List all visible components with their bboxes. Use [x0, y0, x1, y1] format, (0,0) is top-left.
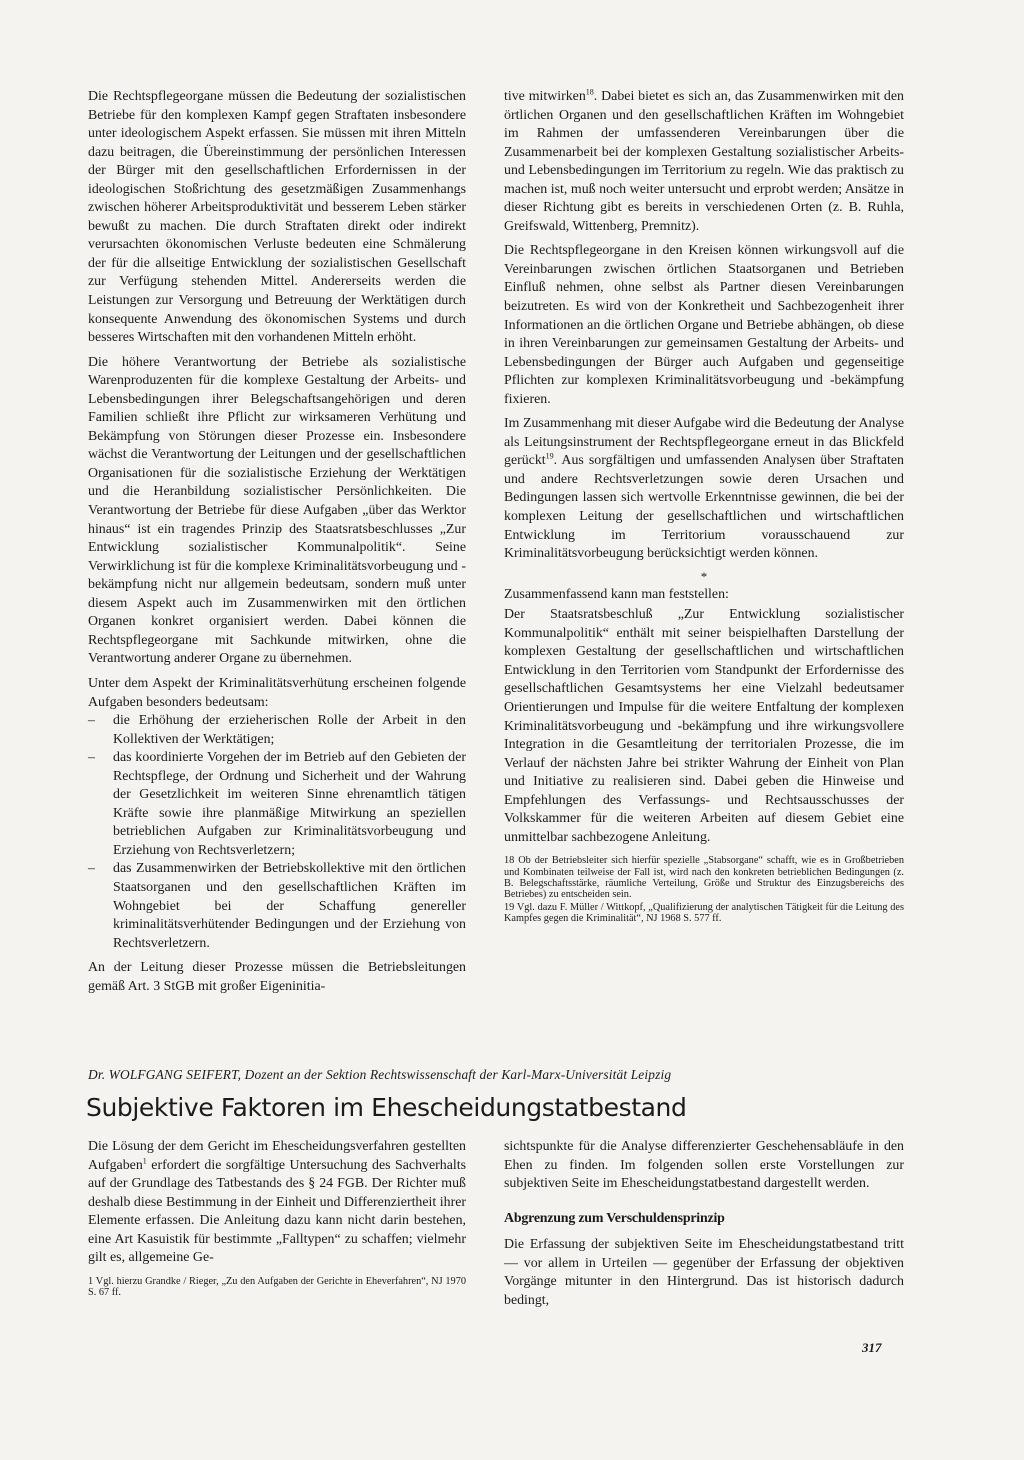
left-column — [88, 88, 466, 1002]
paragraph: Zusammenfassend kann man feststellen: — [504, 586, 729, 602]
paragraph — [504, 88, 904, 236]
paragraph: Die Rechtspflegeorgane müssen die Bedeutung der sozialistischen Betriebe für den komplexen Kampf gegen Straftaten insbesondere unter ideologischem Aspekt erfassen. Sie müssen mit ihren Mitteln dazu beitragen, die Übereinstimmung der persönlichen Interessen der Bürger mit den gesellschaftlichen Erfordernissen in der ideologischen Stoßrichtung des gesetzmäßigen Zusammenhangs zwischen höherer Arbeitsproduktivität und besserem Leben stärker bewußt zu machen. Die durch Straftaten direkt oder indirekt verursachten ökonomischen Verluste bedeuten eine Schmälerung der für die allseitige Entwicklung der sozialistischen Gesellschaft zur Verfügung stehenden Mittel. Andererseits werden die Leistungen zur Versorgung und Betreuung der Werktätigen durch konsequente Anwendung des ökonomischen Systems und durch besseres Wirtschaften mit den vorhandenen Mitteln erhöht. — [88, 89, 466, 346]
paragraph: Die Erfassung der subjektiven Seite im Ehescheidungstatbestand tritt — vor allem in Urteilen — gegenüber der Erfassung der objektiven Vorgänge mitunter in den Hintergrund. Das ist historisch dadurch bedingt, — [504, 1237, 904, 1308]
list-item: – die Erhöhung der erzieherischen Rolle der Arbeit in den Kollektiven der Werktätigen; — [113, 712, 466, 749]
article-right-column — [504, 1138, 904, 1316]
list-item: – das koordinierte Vorgehen der im Betrieb auf den Gebieten der Rechtspflege, der Ordnung und Sicherheit und der Wahrung der Gesetzlichkeit im weiteren Sinne ehrenamtlich tätigen Kräfte sowie ihre planmäßige Mitwirkung an speziellen betrieblichen Aufgaben zur Kriminalitätsvorbeugung und Erziehung von Rechtsverletzern; — [113, 749, 466, 860]
section-separator: * — [700, 568, 708, 584]
paragraph: Die höhere Verantwortung der Betriebe als sozialistische Warenproduzenten für die komplexe Gestaltung der Arbeits- und Lebensbedingungen ihrer Belegschaftsangehörigen und deren Familien schließt ihre Pflicht zur wirksameren Verhütung und Bekämpfung von Störungen dieser Prozesse ein. Insbesondere wächst die Verantwortung der Leitungen und der gesellschaftlichen Organisationen für die sozialistische Erziehung der Werktätigen und die Heranbildung sozialistischer Persönlichkeiten. Die Verantwortung der Betriebe für diese Aufgaben „über das Werktor hinaus“ ist ein tragendes Prinzip des Staatsratsbeschlusses „Zur Entwicklung sozialistischer Kommunalpolitik“. Seine Verwirklichung ist für die komplexe Kriminalitätsvorbeugung und -bekämpfung nicht nur allgemein bedeutsam, sondern muß unter diesem Aspekt auch im Zusammenwirken mit den örtlichen Organen konkret organisiert werden. Dabei können die Rechtspflegeorgane mit Sachkunde mitwirken, ohne die Verantwortung anderer Organe zu übernehmen. — [88, 354, 466, 667]
author-byline: Dr. WOLFGANG SEIFERT, Dozent an der Sektion Rechtswissenschaft der Karl-Marx-Universität Leipzig — [88, 1067, 672, 1082]
footnote: 19 Vgl. dazu F. Müller / Wittkopf, „Qualifizierung der analytischen Tätigkeit für die Leitung des Kampfes gegen die Kriminalität“, NJ 1968 S. 577 ff. — [504, 902, 904, 925]
footnote: 18 Ob der Betriebsleiter sich hierfür spezielle „Stabsorgane“ schafft, wie es in Großbetrieben und Kombinaten teilweise der Fall ist, wird nach den konkreten betrieblichen Bedingungen (z. B. Belegschaftsstärke, räumliche Verteilung, Größe und Struktur des Einzugsbereichs des Betriebes) zu entscheiden sein. — [504, 855, 904, 900]
footnote-ref: 19 — [545, 451, 554, 461]
task-list — [88, 712, 466, 953]
paragraph: Unter dem Aspekt der Kriminalitätsverhütung erscheinen folgende Aufgaben besonders bedeutsam: — [88, 675, 466, 710]
paragraph-text: erfordert die sorgfältige Untersuchung des Sachverhalts auf der Grundlage des Tatbestands des § 24 FGB. Der Richter muß deshalb diese Bestimmung in der Einheit und Differenziertheit ihrer Elemente erfassen. Die Anleitung dazu kann nicht darin bestehen, eine Art Kasuistik für bestimmte „Falltypen“ zu schaffen; vielmehr gilt es, allgemeine Ge- — [88, 1157, 466, 1266]
page-number: 317 — [862, 1340, 882, 1355]
paragraph: Die Rechtspflegeorgane in den Kreisen können wirkungsvoll auf die Vereinbarungen zwischen örtlichen Staatsorganen und Betrieben Einfluß nehmen, ohne selbst als Partner diesen Vereinbarungen beizutreten. Es wird von der Konkretheit und Sachbezogenheit ihrer Informationen an die örtlichen Organe und Betriebe abhängen, ob diese in ihren Vereinbarungen zur gemeinsamen Gestaltung der Arbeits- und Lebensbedingungen der Bürger auch Aufgaben und gegenseitige Pflichten zur komplexen Kriminalitätsvorbeugung und -bekämpfung fixieren. — [504, 243, 904, 407]
paragraph: Der Staatsratsbeschluß „Zur Entwicklung sozialistischer Kommunalpolitik“ enthält mit seiner beispielhaften Darstellung der komplexen Gestaltung der gesellschaftlichen und wirtschaftlichen Entwicklung in den Territorien vom Standpunkt der Erfordernisse des gesellschaftlichen Gesamtsystems her eine Vielzahl bedeutsamer Orientierungen und Impulse für die weitere Entfaltung der komplexen Kriminalitätsvorbeugung und -bekämpfung und ihre wirkungsvollere Integration in die Gesamtleitung der territorialen Prozesse, die im Verlauf der nächsten Jahre bei strikter Wahrung der Einheit von Plan und Initiative zu realisieren sind. Dabei geben die Hinweise und Empfehlungen des Verfassungs- und Rechtsausschusses der Volkskammer für die weiteren Arbeiten auf diesem Gebiet eine unmittelbar sachbezogene Anleitung. — [504, 607, 904, 845]
article-title: Subjektive Faktoren im Ehescheidungstatbestand — [86, 1093, 687, 1122]
article-left-column — [88, 1138, 466, 1300]
paragraph — [504, 415, 904, 563]
section-subheading: Abgrenzung zum Verschuldensprinzip — [504, 1210, 725, 1226]
list-item: – das Zusammenwirken der Betriebskollektive mit den örtlichen Staatsorganen und den gesellschaftlichen Kräften im Wohngebiet bei der Schaffung genereller kriminalitätsverhütender Bedingungen und der Erziehung von Rechtsverletzern. — [113, 860, 466, 953]
paragraph — [88, 1138, 466, 1268]
paragraph-text: . Dabei bietet es sich an, das Zusammenwirken mit den örtlichen Organen und den gesellschaftlichen Kräften im Wohngebiet im Rahmen der umfassenderen Vereinbarungen über die Zusammenarbeit bei der komplexen Gestaltung sozialistischer Arbeits- und Lebensbedingungen im Territorium zu regeln. Wie das praktisch zu machen ist, muß noch weiter untersucht und erprobt werden; Ansätze in dieser Richtung gibt es bereits in verschiedenen Orten (z. B. Ruhla, Greifswald, Wittenberg, Premnitz). — [504, 89, 904, 234]
paragraph-text: Im Zusammenhang mit dieser Aufgabe wird die Bedeutung der Analyse als Leitungsinstrument der Rechtspflegeorgane erneut in das Blickfeld gerückt — [504, 416, 904, 469]
footnote-ref: 1 — [142, 1155, 147, 1165]
paragraph-text: Die Lösung der dem Gericht im Ehescheidungsverfahren gestellten Aufgaben — [88, 1139, 466, 1173]
paragraph-text: tive mitwirken — [504, 89, 586, 104]
footnote: 1 Vgl. hierzu Grandke / Rieger, „Zu den Aufgaben der Gerichte in Eheverfahren“, NJ 1970 S. 67 ff. — [88, 1275, 466, 1299]
right-column — [504, 88, 904, 927]
paragraph-text: . Aus sorgfältigen und umfassenden Analysen über Straftaten und andere Rechtsverletzungen sowie deren Ursachen und Bedingungen lassen sich wertvolle Erkenntnisse gewinnen, die bei der komplexen Leitung der gesellschaftlichen und wirtschaftlichen Entwicklung im Territorium vorausschauend zur Kriminalitätsvorbeugung berücksichtigt werden können. — [504, 453, 904, 562]
paragraph: sichtspunkte für die Analyse differenzierter Geschehensabläufe in den Ehen zu finden. Im folgenden sollen erste Vorstellungen zur subjektiven Seite im Ehescheidungstatbestand dargestellt werden. — [504, 1139, 904, 1192]
footnote-ref: 18 — [585, 87, 594, 97]
paragraph: An der Leitung dieser Prozesse müssen die Betriebsleitungen gemäß Art. 3 StGB mit großer Eigeninitia- — [88, 960, 466, 994]
